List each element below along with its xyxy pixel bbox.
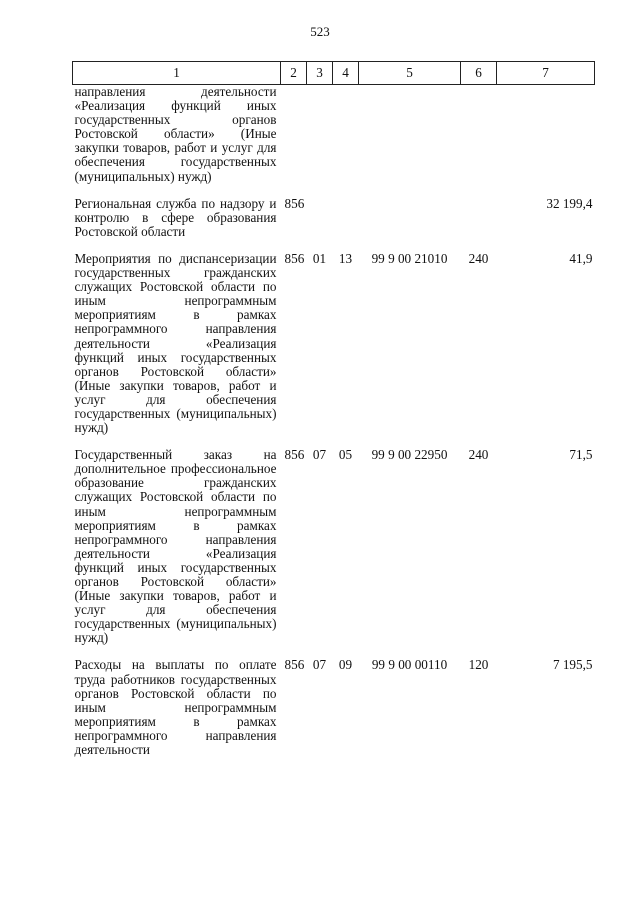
column-header-4: 4 <box>333 62 359 85</box>
row-description-cell <box>73 252 281 435</box>
row-pr <box>333 197 359 239</box>
row-pr <box>333 85 359 184</box>
row-csr <box>359 197 461 239</box>
row-ved <box>281 85 307 184</box>
row-pr: 09 <box>338 657 353 673</box>
page-number: 523 <box>310 24 330 39</box>
row-description-cell <box>73 448 281 645</box>
row-rz <box>307 197 333 239</box>
row-vr: 240 <box>468 250 489 266</box>
row-vr: 240 <box>468 447 489 463</box>
column-header-5: 5 <box>359 62 461 85</box>
column-header-7: 7 <box>497 62 595 85</box>
row-csr: 99 9 00 22950 <box>371 447 448 463</box>
row-rz: 07 <box>312 447 327 463</box>
row-csr: 99 9 00 21010 <box>371 250 448 266</box>
row-rz: 07 <box>312 657 327 673</box>
row-description: Региональная служба по надзору и контролю в сфере образования Ростовской области <box>74 195 277 239</box>
row-spacer <box>73 184 595 197</box>
row-description: направления деятельности «Реализация функций иных государственных органов Ростовской области» (Иные закупки товаров, работ и услуг для обеспечения государственных (муниципальных) нужд) <box>74 84 277 184</box>
row-csr: 99 9 00 00110 <box>371 657 448 673</box>
table-row <box>73 197 595 239</box>
column-header-1: 1 <box>73 62 281 85</box>
row-description: Расходы на выплаты по оплате труда работников государственных органов Ростовской области по иным непрограммным мероприятиям в рамках непрограммного направления деятельности <box>74 657 277 758</box>
column-header-6: 6 <box>461 62 497 85</box>
row-description: Государственный заказ на дополнительное профессиональное образование гражданских служащих Ростовской области по иным непрограммным мероприятиям в рамках непрограммного направления деятельности «Реализация функций иных государственных органов Ростовской области» (Иные закупки товаров, работ и услуг для обеспечения государственных (муниципальных) нужд) <box>74 447 277 646</box>
row-ved: 856 <box>284 250 305 266</box>
row-ved: 856 <box>284 195 305 211</box>
row-vr: 120 <box>468 657 489 673</box>
row-ved: 856 <box>284 447 305 463</box>
table-row <box>73 252 595 435</box>
budget-table <box>72 61 595 757</box>
row-spacer <box>73 239 595 252</box>
row-amount <box>497 85 595 184</box>
row-amount: 32 199,4 <box>546 195 593 211</box>
row-description-cell <box>73 658 281 757</box>
row-vr <box>461 197 497 239</box>
budget-table-container <box>72 61 594 757</box>
column-header-2: 2 <box>281 62 307 85</box>
row-amount: 7 195,5 <box>552 657 593 673</box>
table-row <box>73 448 595 645</box>
row-rz: 01 <box>312 250 327 266</box>
row-csr <box>359 85 461 184</box>
row-description-cell <box>73 85 281 184</box>
row-ved: 856 <box>284 657 305 673</box>
row-rz <box>307 85 333 184</box>
row-amount: 41,9 <box>569 250 593 266</box>
column-header-3: 3 <box>307 62 333 85</box>
row-pr: 13 <box>338 250 353 266</box>
row-description: Мероприятия по диспансеризации государственных гражданских служащих Ростовской области по иным непрограммным мероприятиям в рамках непрограммного направления деятельности «Реализация функций иных государственных органов Ростовской области» (Иные закупки товаров, работ и услуг для обеспечения государственных (муниципальных) нужд) <box>74 250 277 436</box>
row-pr: 05 <box>338 447 353 463</box>
row-amount: 71,5 <box>569 447 593 463</box>
row-vr <box>461 85 497 184</box>
table-row <box>73 658 595 757</box>
table-header-row <box>73 62 595 85</box>
table-row <box>73 85 595 184</box>
row-description-cell <box>73 197 281 239</box>
